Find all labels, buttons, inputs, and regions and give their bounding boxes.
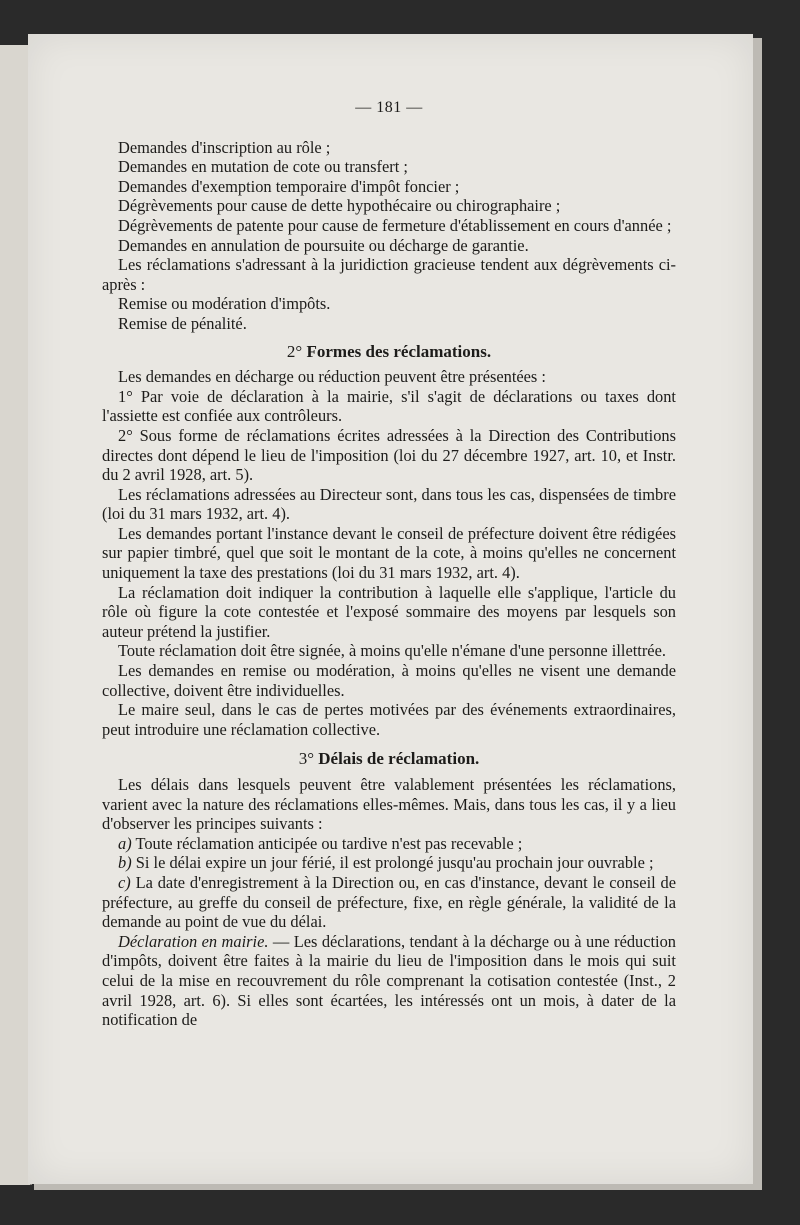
section2-number: 2° [286, 341, 303, 361]
paragraph: Les réclamations adressées au Directeur sont, dans tous les cas, dispensées de timbre (loi du 31 mars 1932, art. 4). [102, 484, 676, 524]
list1-item: Dégrèvements pour cause de dette hypothécaire ou chirographaire ; [118, 196, 561, 216]
section2-title: Formes des réclamations. [306, 341, 492, 361]
section3-number: 3° [298, 749, 315, 769]
rule-label: c) [118, 872, 131, 892]
rule-item [102, 873, 676, 932]
section2-heading [102, 342, 676, 362]
list1-item: Demandes en mutation de cote ou transfert ; [118, 157, 408, 177]
rule-text: Toute réclamation anticipée ou tardive n'est pas recevable ; [135, 833, 523, 853]
intro-gracious: Les réclamations s'adressant à la juridiction gracieuse tendent aux dégrèvements ci-après : [102, 255, 676, 294]
list2-item: Remise ou modération d'impôts. [118, 294, 331, 314]
rule-label: b) [118, 853, 132, 873]
paragraph: 2° Sous forme de réclamations écrites adressées à la Direction des Contributions directes dont dépend le lieu de l'imposition (loi du 27 décembre 1927, art. 10, et Instr. du 2 avril 1928, art. 5). [102, 425, 676, 485]
rule-text: La date d'enregistrement à la Direction ou, en cas d'instance, devant le conseil de préfecture, au greffe du conseil de préfecture, fixe, en règle générale, la validité de la demande au point de vue du délai. [102, 872, 676, 932]
paragraph: Le maire seul, dans le cas de pertes motivées par des événements extraordinaires, peut introduire une réclamation collective. [102, 700, 676, 739]
paragraph: 1° Par voie de déclaration à la mairie, s'il s'agit de déclarations ou taxes dont l'assiette est confiée aux contrôleurs. [102, 386, 676, 426]
section3-heading [102, 749, 676, 769]
list2-item: Remise de pénalité. [118, 313, 247, 333]
section3-title: Délais de réclamation. [318, 749, 480, 769]
list1-item: Dégrèvements de patente pour cause de fermeture d'établissement en cours d'année ; [118, 215, 672, 235]
rule-item [102, 853, 676, 873]
document-page [28, 34, 753, 1184]
declaration-lead: Déclaration en mairie. [118, 931, 269, 951]
paragraph: Les demandes en décharge ou réduction peuvent être présentées : [118, 367, 546, 387]
declaration-text: — Les déclarations, tendant à la décharge ou à une réduction d'impôts, doivent être faites à la mairie du lieu de l'imposition dans le mois qui suit celui de la mise en recouvrement du rôle comprenant la cotisation contestée (Inst., 2 avril 1928, art. 6). Si elles sont écartées, les intéressés ont un mois, à dater de la notification de [102, 931, 677, 1030]
rule-label: a) [118, 833, 132, 853]
rule-item [102, 834, 676, 854]
paragraph: La réclamation doit indiquer la contribution à laquelle elle s'applique, l'article du rôle où figure la cote contestée et l'exposé sommaire des moyens par lesquels son auteur prétend la justifier. [102, 582, 676, 641]
page-text [102, 98, 676, 1030]
paragraph: Les demandes en remise ou modération, à moins qu'elles ne visent une demande collective, doivent être individuelles. [102, 661, 676, 700]
rule-text: Si le délai expire un jour férié, il est prolongé jusqu'au prochain jour ouvrable ; [135, 853, 654, 873]
paragraph: Toute réclamation doit être signée, à moins qu'elle n'émane d'une personne illettrée. [118, 641, 666, 661]
paragraph: Les demandes portant l'instance devant le conseil de préfecture doivent être rédigées sur papier timbré, quel que soit le montant de la cote, à moins qu'elles ne concernent uniquement la taxe des prestations (loi du 31 mars 1932, art. 4). [102, 523, 676, 583]
list1-item: Demandes d'inscription au rôle ; [118, 137, 331, 157]
paragraph-declaration [102, 932, 676, 1030]
list1-item: Demandes d'exemption temporaire d'impôt foncier ; [118, 176, 460, 196]
page-number: — 181 — [355, 99, 423, 116]
list1-item: Demandes en annulation de poursuite ou décharge de garantie. [118, 235, 529, 255]
paragraph: Les délais dans lesquels peuvent être valablement présentées les réclamations, varient avec la nature des réclamations elles-mêmes. Mais, dans tous les cas, il y a lieu d'observer les principes suivants : [102, 775, 676, 834]
